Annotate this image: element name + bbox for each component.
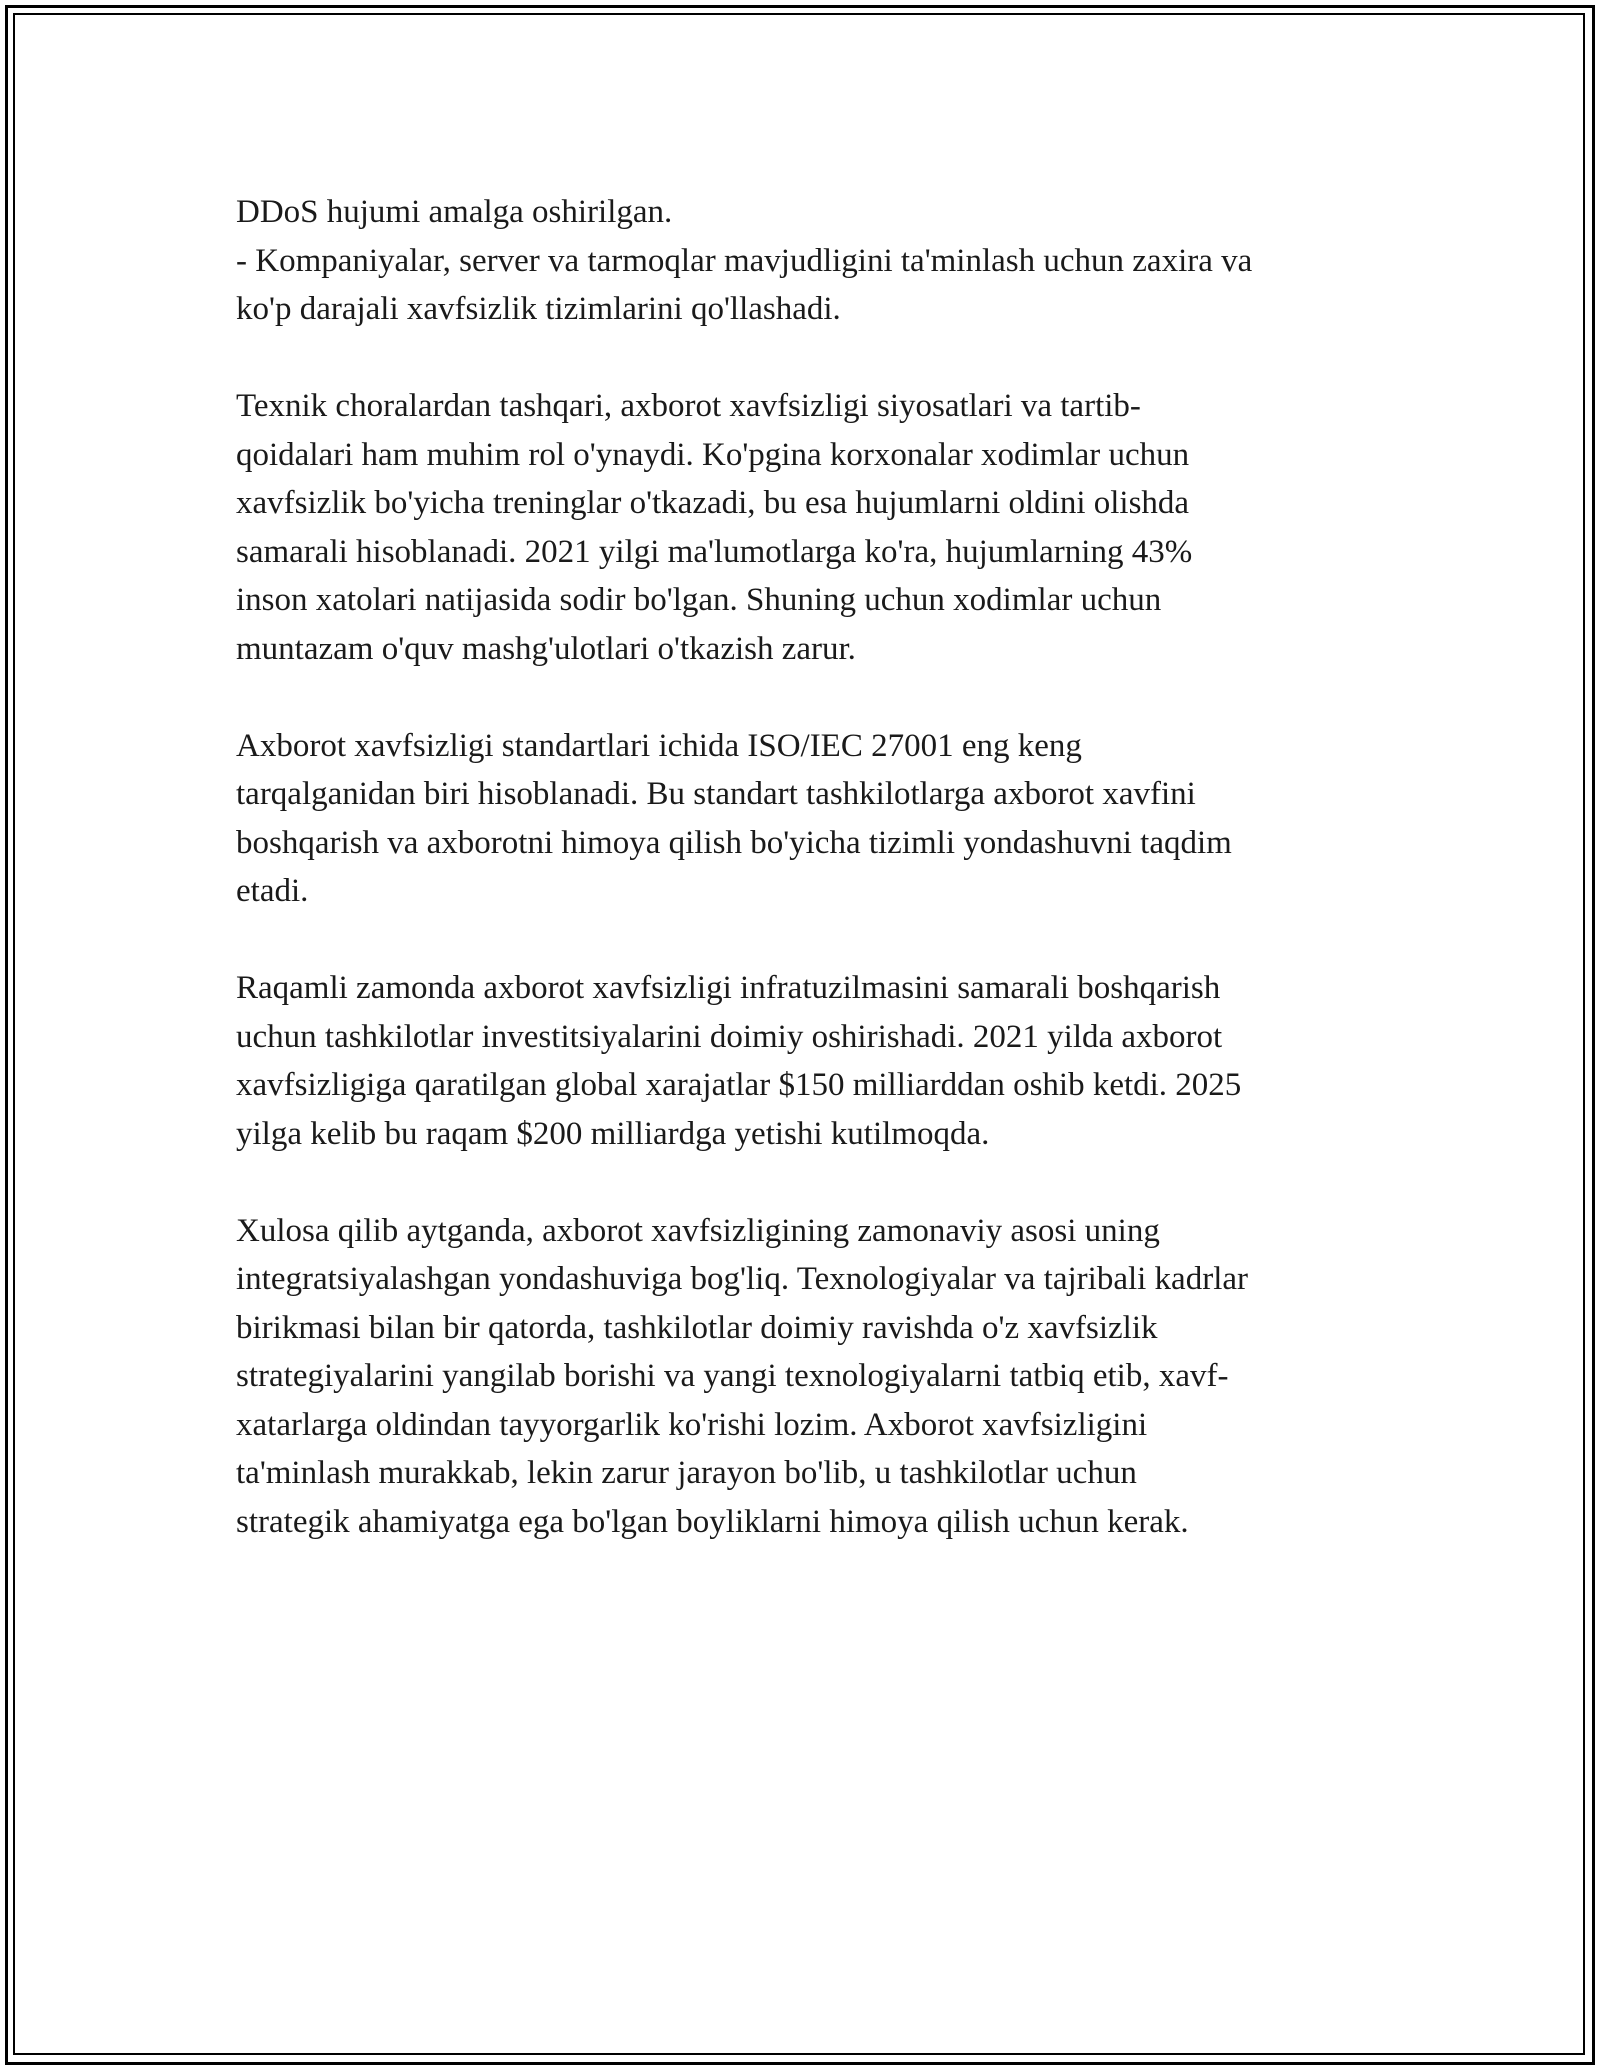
paragraph-ddos: [236, 188, 1386, 334]
text-line: boshqarish va axborotni himoya qilish bo'yicha tizimli yondashuvni taqdim: [236, 824, 1232, 861]
document-body: [236, 188, 1386, 1595]
text-line: DDoS hujumi amalga oshirilgan.: [236, 194, 673, 230]
text-line: ko'p darajali xavfsizlik tizimlarini qo'llashadi.: [236, 291, 841, 327]
text-line: samarali hisoblanadi. 2021 yilgi ma'lumotlarga ko'ra, hujumlarning 43%: [236, 533, 1193, 570]
text-line: strategiyalarini yangilab borishi va yangi texnologiyalarni tatbiq etib, xavf-: [236, 1358, 1229, 1394]
text-line: tarqalganidan biri hisoblanadi. Bu standart tashkilotlarga axborot xavfini: [236, 776, 1196, 812]
paragraph-policies: [236, 382, 1386, 673]
text-line: Axborot xavfsizligi standartlari ichida ISO/IEC 27001 eng keng: [236, 727, 1082, 764]
text-line: yilga kelib bu raqam $200 milliardga yetishi kutilmoqda.: [236, 1115, 990, 1152]
text-line: xavfsizligiga qaratilgan global xarajatlar $150 milliarddan oshib ketdi. 2025: [236, 1067, 1242, 1103]
text-line: muntazam o'quv mashg'ulotlari o'tkazish zarur.: [236, 630, 856, 667]
text-line: qoidalari ham muhim rol o'ynaydi. Ko'pgina korxonalar xodimlar uchun: [236, 436, 1190, 473]
text-line: integratsiyalashgan yondashuviga bog'liq. Texnologiyalar va tajribali kadrlar: [236, 1261, 1248, 1297]
paragraph-standards: [236, 722, 1386, 916]
text-line: etadi.: [236, 873, 309, 909]
text-line: Texnik choralardan tashqari, axborot xavfsizligi siyosatlari va tartib-: [236, 388, 1141, 424]
text-line: ta'minlash murakkab, lekin zarur jarayon bo'lib, u tashkilotlar uchun: [236, 1455, 1137, 1491]
text-line: uchun tashkilotlar investitsiyalarini doimiy oshirishadi. 2021 yilda axborot: [236, 1018, 1223, 1055]
text-line: Xulosa qilib aytganda, axborot xavfsizligining zamonaviy asosi uning: [236, 1212, 1160, 1249]
text-line: strategik ahamiyatga ega bo'lgan boyliklarni himoya qilish uchun kerak.: [236, 1503, 1189, 1540]
text-line: xatarlarga oldindan tayyorgarlik ko'rishi lozim. Axborot xavfsizligini: [236, 1406, 1148, 1443]
paragraph-conclusion: [236, 1207, 1386, 1547]
paragraph-investments: [236, 964, 1386, 1158]
text-line: xavfsizlik bo'yicha treninglar o'tkazadi, bu esa hujumlarni oldini olishda: [236, 485, 1190, 521]
text-line: inson xatolari natijasida sodir bo'lgan. Shuning uchun xodimlar uchun: [236, 582, 1162, 618]
text-line: birikmasi bilan bir qatorda, tashkilotlar doimiy ravishda o'z xavfsizlik: [236, 1309, 1158, 1346]
text-line: - Kompaniyalar, server va tarmoqlar mavjudligini ta'minlash uchun zaxira va: [236, 242, 1253, 279]
text-line: Raqamli zamonda axborot xavfsizligi infratuzilmasini samarali boshqarish: [236, 970, 1221, 1006]
